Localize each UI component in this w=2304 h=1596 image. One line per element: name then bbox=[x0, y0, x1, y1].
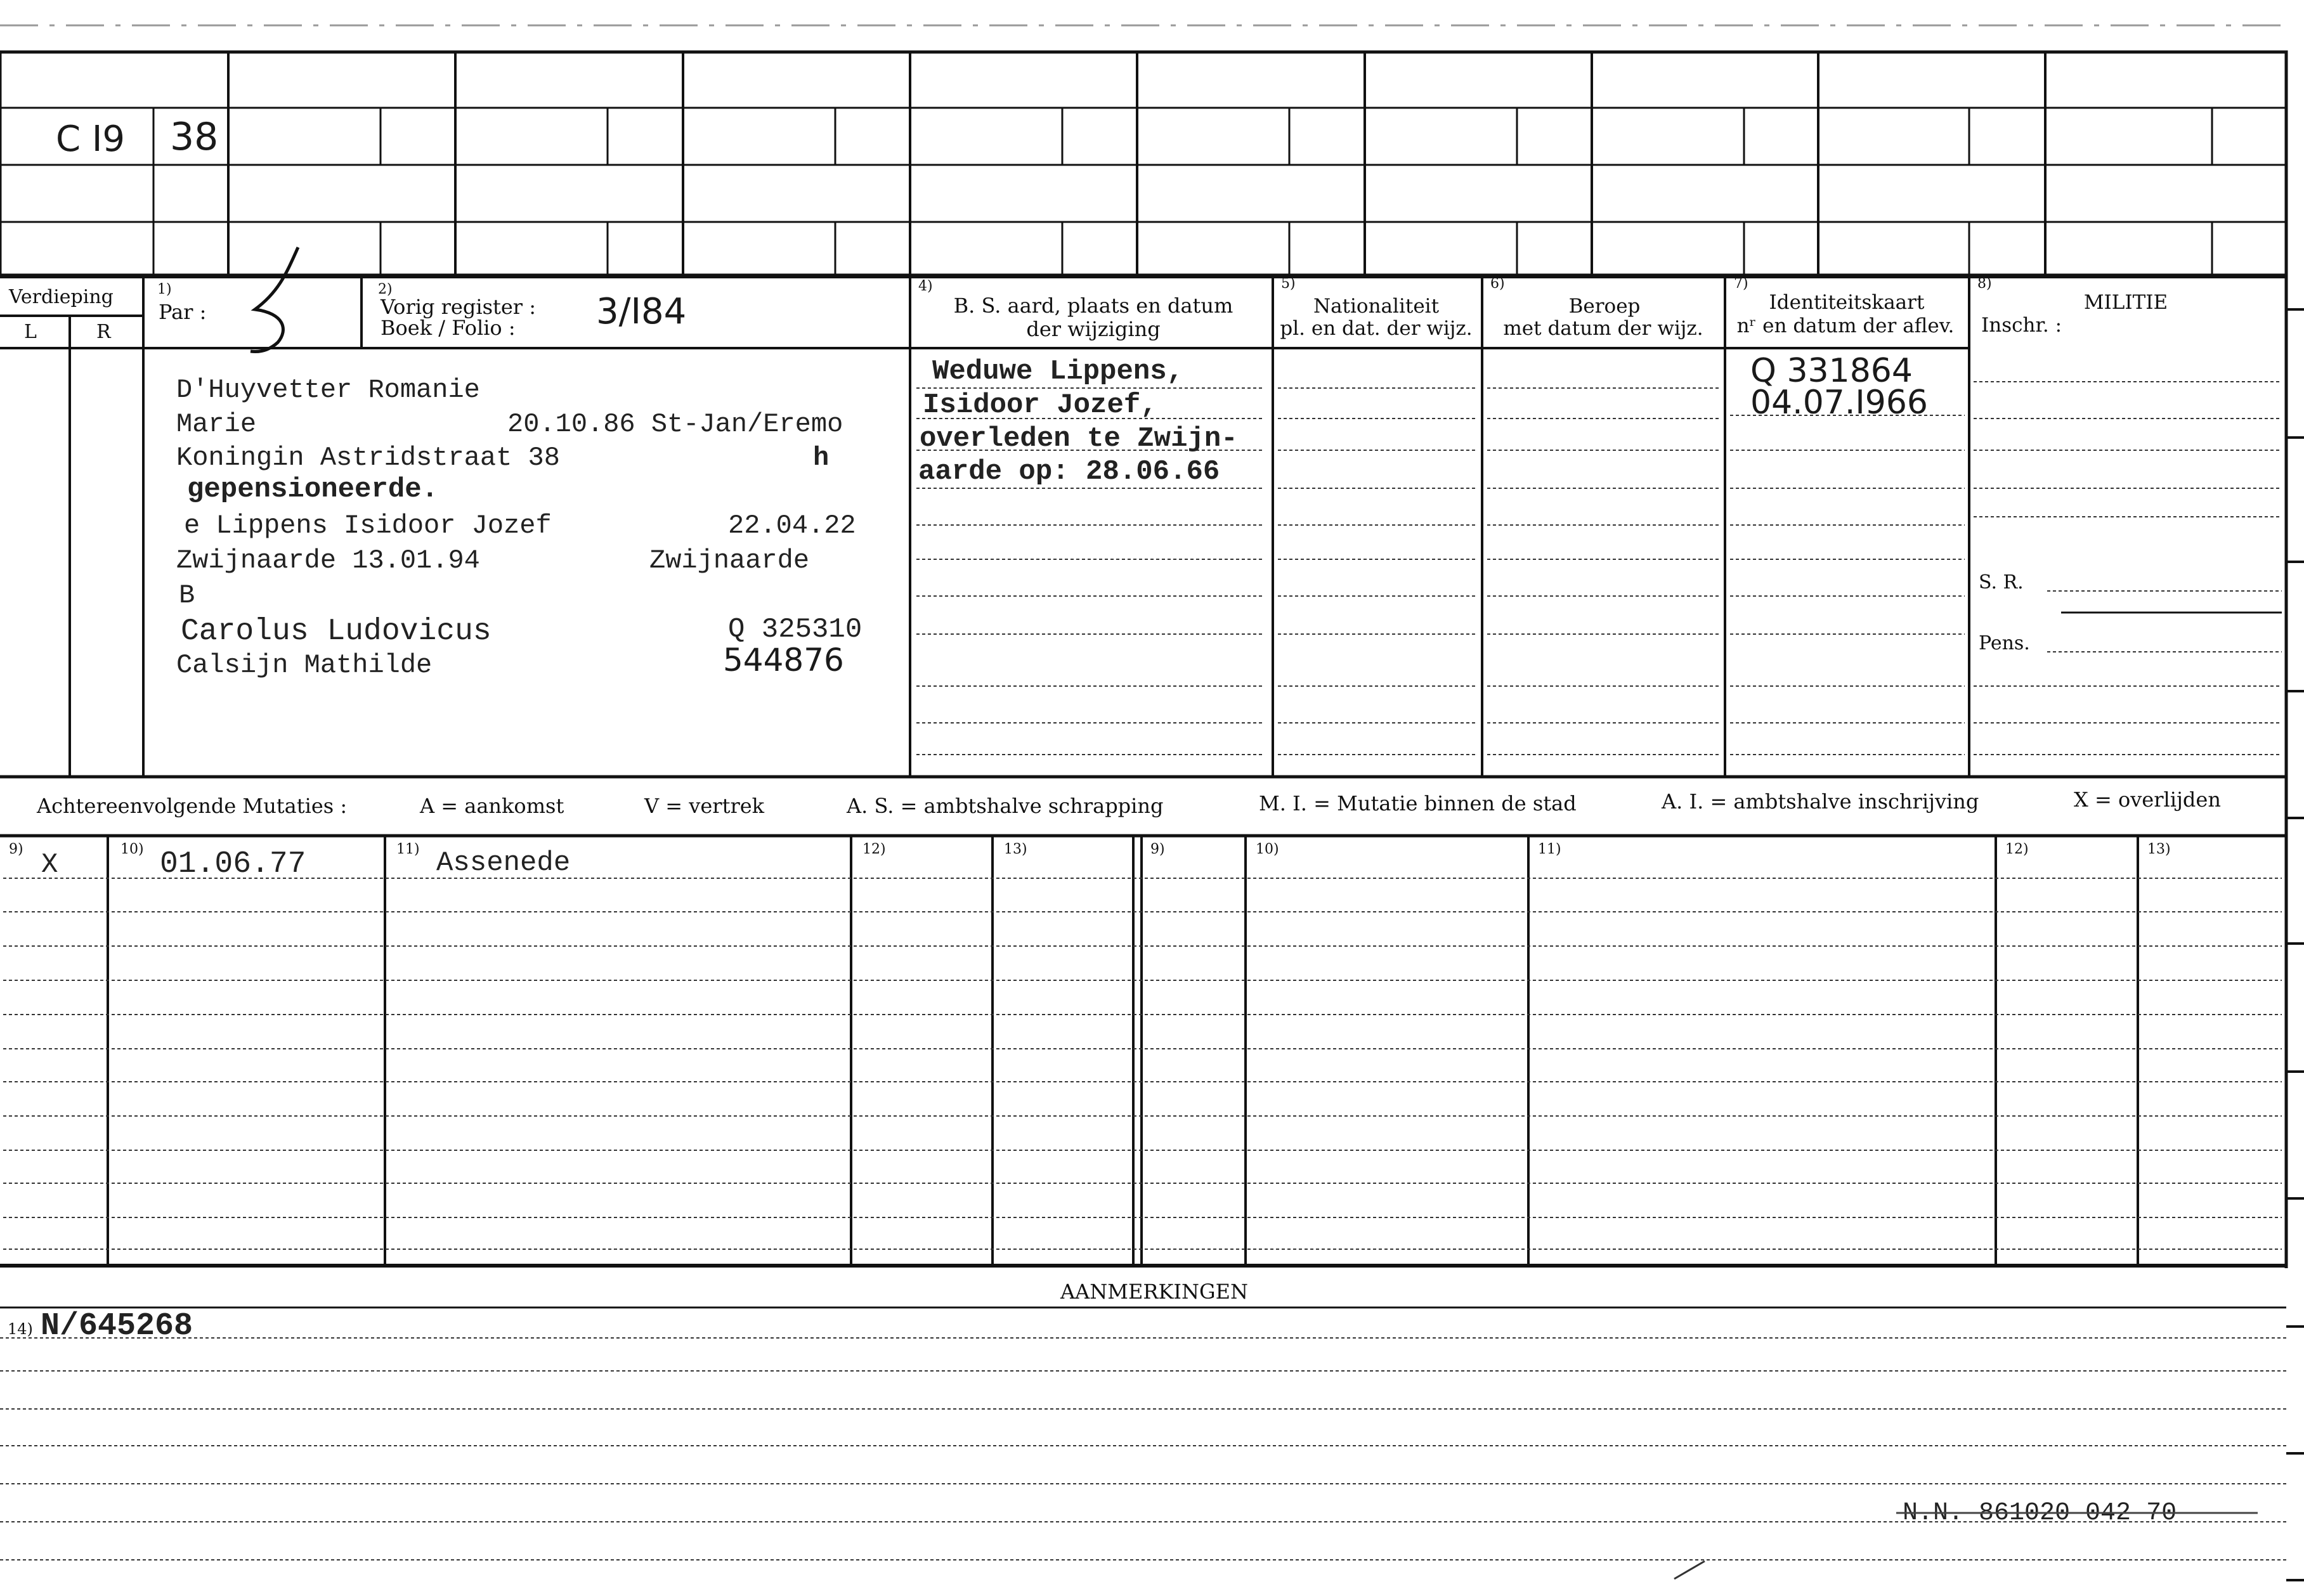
legend-vertrek: V = vertrek bbox=[644, 794, 765, 818]
id-card-date: 04.07.I966 bbox=[1750, 384, 1928, 422]
person-line-occupation: gepensioneerde. bbox=[187, 474, 439, 505]
remarks-value: N/645268 bbox=[41, 1308, 193, 1344]
col-label-13: 13) bbox=[1004, 841, 1027, 857]
card-code-prefix: C I9 bbox=[56, 119, 126, 160]
nat-number: 5) bbox=[1281, 276, 1296, 292]
bs-label-line2: der wijziging bbox=[1026, 317, 1161, 341]
col-label-9: 9) bbox=[9, 841, 23, 857]
person-line-spouse-date: 22.04.22 bbox=[728, 510, 856, 541]
person-line-birth: 20.10.86 St-Jan/Eremo bbox=[507, 409, 843, 439]
militie-inschr-label: Inschr. : bbox=[1981, 314, 2062, 337]
id-number-label: 7) bbox=[1734, 276, 1748, 292]
beroep-label-line2: met datum der wijz. bbox=[1503, 317, 1703, 340]
beroep-label-line1: Beroep bbox=[1568, 295, 1641, 318]
person-line-spouse-place: Zwijnaarde 13.01.94 bbox=[176, 545, 480, 576]
bs-number: 4) bbox=[918, 278, 933, 294]
beroep-number: 6) bbox=[1490, 276, 1505, 292]
national-number: N.N. 861020 042 70 bbox=[1903, 1499, 2177, 1528]
militie-number: 8) bbox=[1977, 276, 1992, 292]
wijziging-line3: overleden te Zwijn- bbox=[920, 423, 1238, 455]
vorig-register-number: 2) bbox=[378, 282, 393, 297]
vorig-register-label: Vorig register : bbox=[381, 295, 537, 319]
boek-folio-label: Boek / Folio : bbox=[381, 316, 516, 340]
wijziging-line2: Isidoor Jozef, bbox=[923, 389, 1157, 421]
person-line-father: Carolus Ludovicus bbox=[181, 614, 491, 649]
card-code-number: 38 bbox=[170, 115, 219, 159]
legend-mutatie: M. I. = Mutatie binnen de stad bbox=[1259, 791, 1577, 815]
person-line-spouse: e Lippens Isidoor Jozef bbox=[184, 510, 552, 541]
militie-sr-label: S. R. bbox=[1979, 571, 2024, 594]
person-line-spouse-place2: Zwijnaarde bbox=[649, 545, 810, 576]
wijziging-line4: aarde op: 28.06.66 bbox=[918, 456, 1220, 488]
person-line-father-id: Q 325310 bbox=[728, 614, 862, 646]
verdieping-label: Verdieping bbox=[9, 286, 114, 308]
nat-label-line2: pl. en dat. der wijz. bbox=[1280, 317, 1473, 340]
mutation-place: Assenede bbox=[436, 847, 571, 879]
nat-label-line1: Nationaliteit bbox=[1313, 295, 1440, 318]
bs-label-line1: B. S. aard, plaats en datum bbox=[953, 294, 1233, 318]
militie-title: MILITIE bbox=[2083, 291, 2168, 314]
col-label-10b: 10) bbox=[1256, 841, 1279, 857]
remarks-number: 14) bbox=[8, 1320, 33, 1338]
militie-pens-label: Pens. bbox=[1979, 632, 2030, 654]
col-label-11: 11) bbox=[396, 841, 420, 857]
person-line-surname: D'Huyvetter Romanie bbox=[176, 375, 480, 405]
col-label-11b: 11) bbox=[1538, 841, 1561, 857]
person-line-firstname: Marie bbox=[176, 409, 257, 439]
vorig-register-value: 3/I84 bbox=[596, 291, 687, 332]
id-label-line2: nʳ en datum der aflev. bbox=[1736, 315, 1955, 337]
legend-aankomst: A = aankomst bbox=[420, 794, 564, 818]
floor-left-label: L bbox=[24, 321, 37, 343]
person-line-mother-id: 544876 bbox=[723, 642, 844, 678]
col-label-10: 10) bbox=[120, 841, 144, 857]
person-line-address: Koningin Astridstraat 38 bbox=[176, 443, 560, 473]
col-label-9b: 9) bbox=[1150, 841, 1165, 857]
legend-schrapping: A. S. = ambtshalve schrapping bbox=[847, 794, 1164, 818]
id-label-line1: Identiteitskaart bbox=[1769, 291, 1925, 314]
wijziging-line1: Weduwe Lippens, bbox=[932, 356, 1184, 387]
person-line-b: B bbox=[179, 580, 195, 611]
col-label-12: 12) bbox=[862, 841, 886, 857]
col-label-12b: 12) bbox=[2005, 841, 2029, 857]
par-number: 1) bbox=[157, 282, 172, 297]
mutation-type: X bbox=[41, 849, 58, 881]
par-label: Par : bbox=[159, 300, 207, 324]
person-line-address-mark: h bbox=[813, 443, 830, 473]
mutation-date: 01.06.77 bbox=[160, 847, 306, 881]
id-card-number: Q 331864 bbox=[1750, 352, 1913, 390]
person-line-mother: Calsijn Mathilde bbox=[176, 650, 433, 680]
floor-right-label: R bbox=[96, 321, 111, 343]
remarks-title: AANMERKINGEN bbox=[1060, 1280, 1248, 1304]
legend-inschrijving: A. I. = ambtshalve inschrijving bbox=[1662, 789, 1979, 814]
col-label-13b: 13) bbox=[2147, 841, 2171, 857]
legend-overlijden: X = overlijden bbox=[2074, 788, 2221, 812]
legend-title: Achtereenvolgende Mutaties : bbox=[37, 794, 348, 818]
